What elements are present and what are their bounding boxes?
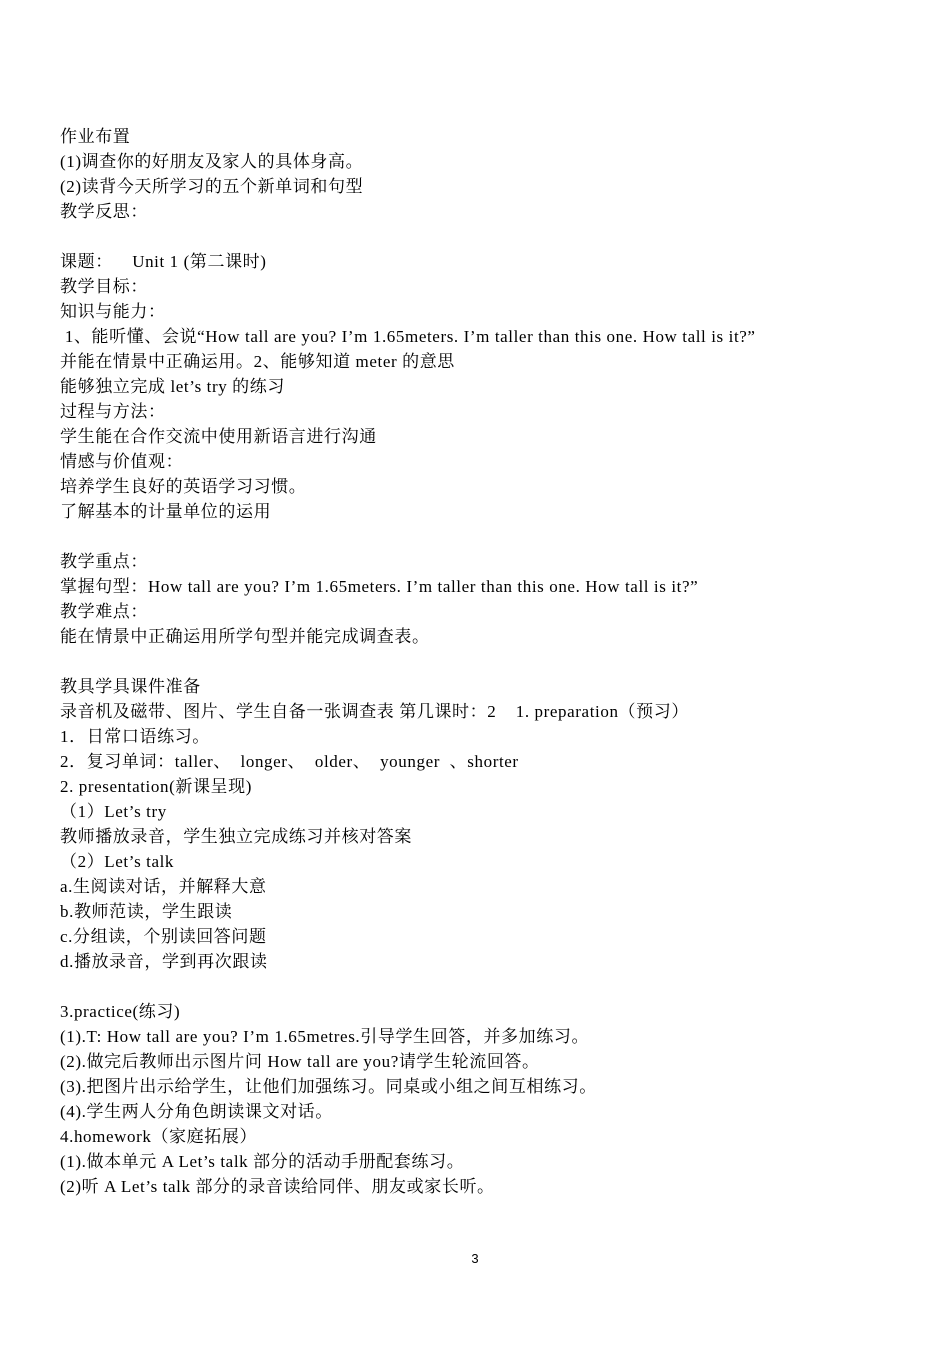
text-line: (3).把图片出示给学生，让他们加强练习。同桌或小组之间互相练习。 — [60, 1077, 597, 1096]
text-line: a.生阅读对话，并解释大意 — [60, 877, 267, 896]
text-line: 1．日常口语练习。 — [60, 727, 210, 746]
text-line: 教具学具课件准备 — [60, 677, 201, 696]
text-line: b.教师范读，学生跟读 — [60, 902, 233, 921]
text-line: 课题： Unit 1 (第二课时) — [60, 252, 267, 271]
blank-line — [60, 524, 900, 549]
text-line: (1)调查你的好朋友及家人的具体身高。 — [60, 152, 364, 171]
text-line: （2）Let’s talk — [60, 852, 175, 871]
text-line: (2)听 A Let’s talk 部分的录音读给同伴、朋友或家长听。 — [60, 1177, 495, 1196]
text-line: （1）Let’s try — [60, 802, 167, 821]
text-line: 过程与方法： — [60, 402, 166, 421]
text-line: 情感与价值观： — [60, 452, 184, 471]
text-line: 教师播放录音，学生独立完成练习并核对答案 — [60, 827, 412, 846]
document-body — [60, 124, 900, 1199]
text-line: 学生能在合作交流中使用新语言进行沟通 — [60, 427, 377, 446]
text-line: 教学重点： — [60, 552, 148, 571]
text-line: (4).学生两人分角色朗读课文对话。 — [60, 1102, 333, 1121]
text-line: 教学反思： — [60, 202, 148, 221]
text-line: 掌握句型：How tall are you? I’m 1.65meters. I’m taller than this one. How tall is it?” — [60, 577, 699, 596]
text-line: 并能在情景中正确运用。2、能够知道 meter 的意思 — [60, 352, 455, 371]
text-line: 知识与能力： — [60, 302, 166, 321]
text-line: 录音机及磁带、图片、学生自备一张调查表 第几课时：2 1. preparation（预习） — [60, 702, 689, 721]
text-line: (1).T: How tall are you? I’m 1.65metres.引导学生回答，并多加练习。 — [60, 1027, 590, 1046]
text-line: (2).做完后教师出示图片问 How tall are you?请学生轮流回答。 — [60, 1052, 540, 1071]
text-line: 作业布置 — [60, 127, 131, 146]
text-line: 2．复习单词：taller、 longer、 older、 younger 、shorter — [60, 752, 519, 771]
text-line: 4.homework（家庭拓展） — [60, 1127, 258, 1146]
blank-line — [60, 974, 900, 999]
text-line: 1、能听懂、会说“How tall are you? I’m 1.65meters. I’m taller than this one. How tall is it?” — [60, 327, 756, 346]
text-line: c.分组读，个别读回答问题 — [60, 927, 267, 946]
text-line: 教学目标： — [60, 277, 148, 296]
text-line: 培养学生良好的英语学习习惯。 — [60, 477, 307, 496]
text-line: 了解基本的计量单位的运用 — [60, 502, 272, 521]
blank-line — [60, 224, 900, 249]
text-line: (2)读背今天所学习的五个新单词和句型 — [60, 177, 364, 196]
page-number: 3 — [471, 1251, 479, 1266]
text-line: d.播放录音，学到再次跟读 — [60, 952, 268, 971]
text-line: 3.practice(练习) — [60, 1002, 181, 1021]
text-line: 2. presentation(新课呈现) — [60, 777, 253, 796]
blank-line — [60, 649, 900, 674]
text-line: 能在情景中正确运用所学句型并能完成调查表。 — [60, 627, 430, 646]
text-line: (1).做本单元 A Let’s talk 部分的活动手册配套练习。 — [60, 1152, 465, 1171]
text-line: 能够独立完成 let’s try 的练习 — [60, 377, 285, 396]
text-line: 教学难点： — [60, 602, 148, 621]
